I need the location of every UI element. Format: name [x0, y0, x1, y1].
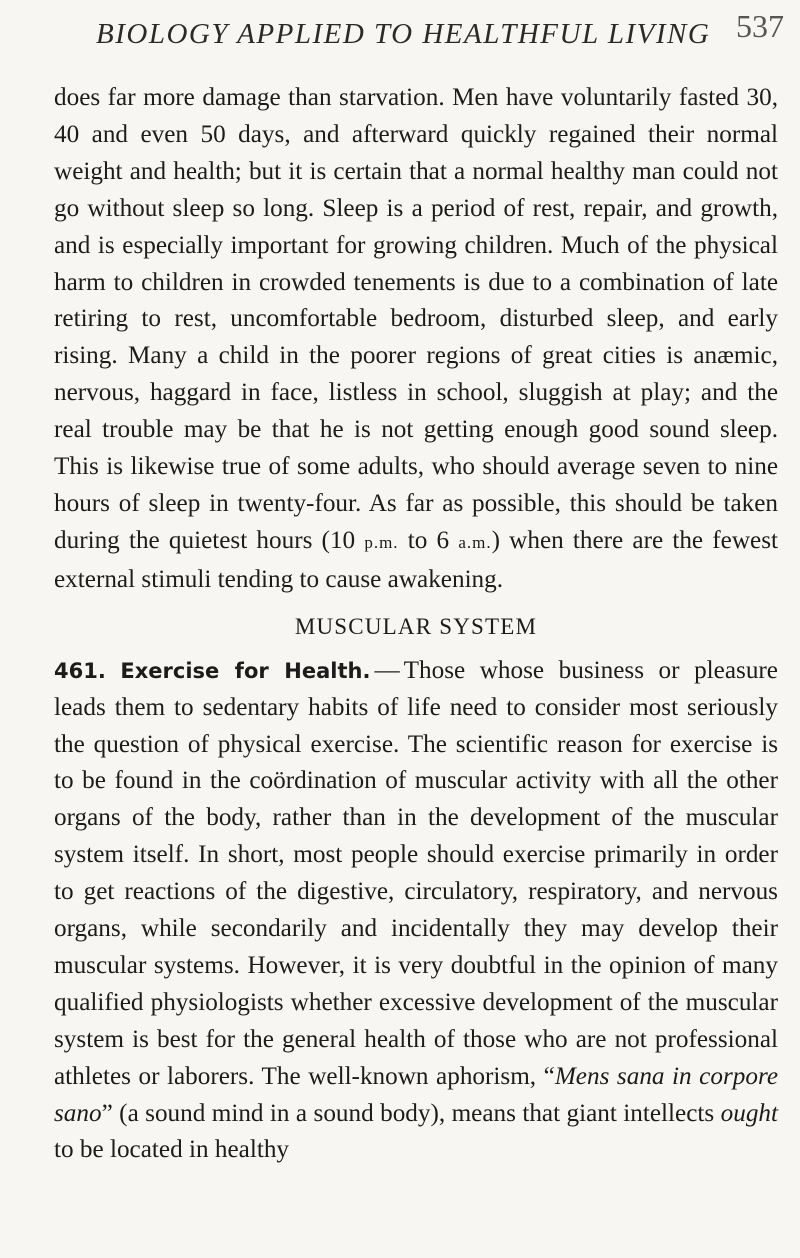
paragraph-sleep [54, 80, 778, 599]
page-number: 537 [736, 8, 784, 44]
running-head [96, 8, 784, 56]
time-am: a.m. [458, 532, 492, 552]
paragraph-text: does far more damage than starvation. Men have voluntarily fasted 30, 40 and even 50 days, and afterward quickly regained their normal weight and health; but it is certain that a normal healthy man could not go without sleep so long. Sleep is a period of rest, repair, and growth, and is especially important for growing children. Much of the physical harm to children in crowded tenements is due to a combination of late retiring to rest, uncomfortable bedroom, disturbed sleep, and early rising. Many a child in the poorer regions of great cities is anæmic, nervous, haggard in face, listless in school, sluggish at play; and the real trouble may be that he is not getting enough good sound sleep. This is likewise true of some adults, who should average seven to nine hours of sleep in twenty-four. As far as possible, this should be taken during the quietest hours (10 [54, 84, 778, 554]
paragraph-text: to be located in healthy [54, 1136, 290, 1164]
body-text [54, 80, 778, 1169]
paragraph-title: Exercise for Health. [120, 658, 371, 683]
paragraph-exercise [54, 653, 778, 1170]
paragraph-text: ” (a sound mind in a sound body), means that giant intellects [101, 1099, 715, 1127]
paragraph-text: Those whose business or pleasure leads them to sedentary habits of life need to consider most seriously the question of physical exercise. The scientific reason for exercise is to be found in the coördination of muscular activity with all the other organs of the body, rather than in the development of the muscular system itself. In short, most people should exercise primarily in order to get reactions of the digestive, circulatory, respiratory, and nervous organs, while secondarily and incidentally they may develop their muscular systems. However, it is very doubtful in the opinion of many qualified physiologists whether excessive development of the muscular system is best for the general health of those who are not professional athletes or laborers. The well-known aphorism, “ [54, 656, 778, 1090]
emphasis-word: ought [720, 1099, 779, 1127]
paragraph-text: to 6 [407, 526, 450, 554]
em-dash: — [374, 656, 400, 684]
latin-phrase: Mens sana in corpore sano [54, 1062, 778, 1127]
paragraph-number: 461. [54, 658, 106, 683]
running-title: BIOLOGY APPLIED TO HEALTHFUL LIVING [96, 18, 711, 50]
time-pm: p.m. [364, 532, 399, 552]
paragraph-text: ) when there are the fewest external stimuli tending to cause awakening. [54, 526, 779, 593]
section-heading: MUSCULAR SYSTEM [294, 613, 538, 639]
